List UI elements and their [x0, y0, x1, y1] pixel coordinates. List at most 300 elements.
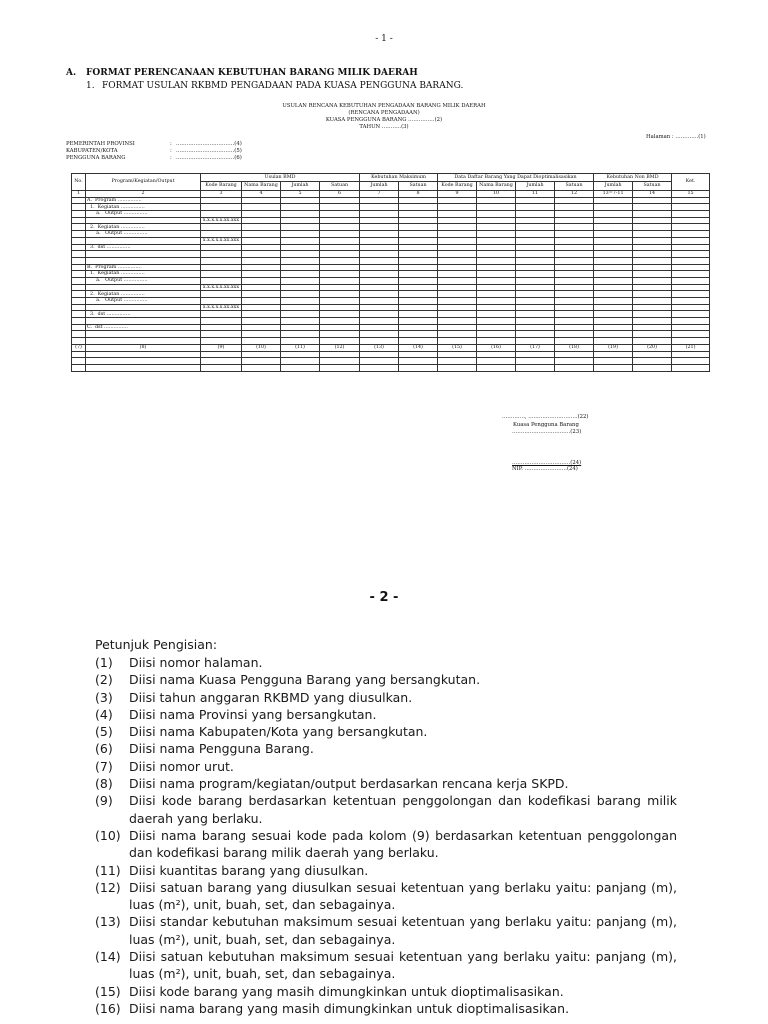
- table-cell: [399, 338, 438, 345]
- table-cell: [438, 351, 477, 358]
- table-cell: [594, 224, 633, 231]
- kode-barang-cell: x.x.x.x.x.xx.xxx: [201, 284, 242, 291]
- column-number-cell: 1: [72, 191, 86, 198]
- reference-number-cell: (13): [360, 344, 399, 351]
- table-cell: [438, 311, 477, 318]
- table-cell: [672, 204, 710, 211]
- table-cell: [516, 204, 555, 211]
- program-cell: 1. Kegiatan ……………: [86, 204, 201, 211]
- col-subheader: Jumlah: [594, 182, 633, 191]
- kode-barang-cell: [201, 298, 242, 305]
- table-cell: [281, 231, 320, 238]
- table-cell: [399, 197, 438, 204]
- table-cell: [633, 304, 672, 311]
- table-cell: [477, 331, 516, 338]
- table-cell: [399, 358, 438, 365]
- table-cell: [516, 277, 555, 284]
- kode-barang-cell: x.x.x.x.x.xx.xxx: [201, 304, 242, 311]
- table-cell: [72, 244, 86, 251]
- document-subtitle: (RENCANA PENGADAAN): [348, 110, 420, 116]
- table-cell: [242, 277, 281, 284]
- table-cell: [72, 318, 86, 325]
- table-cell: [516, 318, 555, 325]
- table-cell: [477, 224, 516, 231]
- instruction-item: [95, 758, 677, 775]
- program-cell: C. dst ……………: [86, 324, 201, 331]
- table-cell: [72, 291, 86, 298]
- table-cell: [72, 231, 86, 238]
- table-cell: [72, 251, 86, 258]
- table-row: [72, 237, 710, 244]
- table-row: [72, 304, 710, 311]
- table-cell: [281, 311, 320, 318]
- table-cell: [281, 197, 320, 204]
- kode-barang-cell: x.x.x.x.x.xx.xxx: [201, 237, 242, 244]
- instruction-number: (9): [95, 793, 113, 809]
- instruction-text: Diisi standar kebutuhan maksimum sesuai ketentuan yang berlaku yaitu: panjang (m), luas (m²), unit, buah, set, dan sebagainya.: [129, 914, 677, 947]
- table-cell: [477, 264, 516, 271]
- table-cell: [555, 237, 594, 244]
- table-cell: [516, 211, 555, 218]
- table-cell: [320, 351, 360, 358]
- table-cell: [477, 358, 516, 365]
- table-cell: [399, 331, 438, 338]
- table-cell: [320, 298, 360, 305]
- instruction-text: Diisi nama program/kegiatan/output berdasarkan rencana kerja SKPD.: [129, 776, 569, 792]
- table-row: [72, 298, 710, 305]
- table-cell: [360, 271, 399, 278]
- table-cell: [281, 217, 320, 224]
- table-cell: [672, 284, 710, 291]
- table-cell: [516, 351, 555, 358]
- table-cell: [594, 271, 633, 278]
- table-cell: [672, 211, 710, 218]
- instruction-item: [95, 1000, 677, 1017]
- table-cell: [594, 217, 633, 224]
- table-cell: [281, 271, 320, 278]
- section-heading: [66, 68, 418, 78]
- instruction-item: [95, 689, 677, 706]
- table-cell: [672, 237, 710, 244]
- instruction-item: [95, 879, 677, 914]
- table-cell: [320, 324, 360, 331]
- column-number-cell: 5: [281, 191, 320, 198]
- table-cell: [360, 291, 399, 298]
- table-cell: [320, 338, 360, 345]
- kode-barang-cell: [201, 271, 242, 278]
- table-cell: [320, 304, 360, 311]
- table-cell: [360, 284, 399, 291]
- table-group-header-row: [72, 174, 710, 182]
- table-cell: [320, 264, 360, 271]
- table-cell: [516, 264, 555, 271]
- table-cell: [633, 251, 672, 258]
- instruction-text: Diisi satuan barang yang diusulkan sesuai ketentuan yang berlaku yaitu: panjang (m), luas (m²), unit, buah, set, dan sebagainya.: [129, 879, 677, 913]
- table-cell: [555, 311, 594, 318]
- reference-number-cell: (20): [633, 344, 672, 351]
- table-cell: [320, 257, 360, 264]
- table-row: [72, 331, 710, 338]
- column-number-cell: 6: [320, 191, 360, 198]
- table-cell: [477, 324, 516, 331]
- table-cell: [399, 311, 438, 318]
- instruction-text: Diisi satuan kebutuhan maksimum sesuai ketentuan yang berlaku yaitu: panjang (m), luas (m²), unit, buah, set, dan sebagainya.: [129, 949, 677, 982]
- table-cell: [633, 298, 672, 305]
- table-cell: [555, 291, 594, 298]
- table-cell: [594, 284, 633, 291]
- header-field-province: PEMERINTAH PROVINSI : ……………………………(4): [66, 141, 242, 147]
- table-cell: [201, 358, 242, 365]
- col-header-usulan: Usulan BMD: [201, 174, 360, 182]
- table-cell: [672, 311, 710, 318]
- table-cell: [633, 204, 672, 211]
- kode-barang-cell: [201, 338, 242, 345]
- table-cell: [399, 204, 438, 211]
- table-cell: [86, 358, 201, 365]
- col-header-program: Program/Kegiatan/Output: [86, 174, 201, 191]
- table-cell: [320, 237, 360, 244]
- table-cell: [438, 277, 477, 284]
- signature-place-date: …………., ……………………….(22): [502, 414, 589, 420]
- table-cell: [477, 318, 516, 325]
- table-cell: [477, 304, 516, 311]
- table-cell: [555, 277, 594, 284]
- instruction-text: Diisi kuantitas barang yang diusulkan.: [129, 862, 369, 878]
- table-cell: [360, 211, 399, 218]
- table-cell: [242, 304, 281, 311]
- col-subheader: Satuan: [555, 182, 594, 191]
- instruction-item: [95, 706, 677, 723]
- instruction-text: Diisi nama Provinsi yang bersangkutan.: [129, 706, 377, 722]
- table-row: [72, 264, 710, 271]
- table-cell: [281, 291, 320, 298]
- instruction-item: [95, 671, 677, 688]
- table-cell: [438, 251, 477, 258]
- program-cell: 2. Kegiatan ……………: [86, 224, 201, 231]
- table-cell: [399, 237, 438, 244]
- page-number: - 1 -: [375, 34, 393, 44]
- table-cell: [438, 291, 477, 298]
- table-cell: [594, 257, 633, 264]
- instruction-item: [95, 913, 677, 948]
- table-cell: [360, 298, 399, 305]
- instruction-text: Diisi tahun anggaran RKBMD yang diusulkan.: [129, 689, 413, 705]
- reference-number-cell: (11): [281, 344, 320, 351]
- column-number-cell: 13=7-11: [594, 191, 633, 198]
- instruction-number: (4): [95, 706, 113, 722]
- table-cell: [242, 324, 281, 331]
- table-cell: [633, 211, 672, 218]
- instruction-number: (12): [95, 879, 121, 895]
- table-cell: [320, 217, 360, 224]
- section-title: FORMAT PERENCANAAN KEBUTUHAN BARANG MILIK DAERAH: [86, 68, 418, 78]
- table-cell: [399, 251, 438, 258]
- instruction-number: (16): [95, 1000, 121, 1016]
- table-cell: [594, 204, 633, 211]
- table-cell: [594, 291, 633, 298]
- table-cell: [555, 304, 594, 311]
- kode-barang-cell: [201, 231, 242, 238]
- table-cell: [555, 257, 594, 264]
- instruction-text: Diisi nama Pengguna Barang.: [129, 741, 314, 757]
- table-cell: [555, 204, 594, 211]
- table-cell: [672, 358, 710, 365]
- table-cell: [281, 204, 320, 211]
- page-2: [0, 580, 768, 1024]
- table-cell: [555, 231, 594, 238]
- table-cell: [399, 264, 438, 271]
- table-cell: [242, 237, 281, 244]
- table-cell: [555, 331, 594, 338]
- program-cell: [86, 331, 201, 338]
- instructions-list: [95, 654, 677, 1017]
- table-cell: [360, 197, 399, 204]
- table-cell: [281, 284, 320, 291]
- table-cell: [633, 331, 672, 338]
- instruction-item: [95, 948, 677, 983]
- table-cell: [320, 318, 360, 325]
- table-cell: [360, 251, 399, 258]
- table-cell: [360, 324, 399, 331]
- table-cell: [360, 364, 399, 371]
- table-cell: [555, 211, 594, 218]
- reference-number-cell: (7): [72, 344, 86, 351]
- table-cell: [633, 351, 672, 358]
- table-cell: [281, 298, 320, 305]
- table-cell: [672, 251, 710, 258]
- table-cell: [672, 224, 710, 231]
- table-row: [72, 224, 710, 231]
- table-cell: [399, 291, 438, 298]
- table-cell: [672, 264, 710, 271]
- table-cell: [360, 351, 399, 358]
- table-cell: [360, 217, 399, 224]
- table-row: [72, 324, 710, 331]
- table-cell: [86, 351, 201, 358]
- program-cell: [86, 338, 201, 345]
- table-cell: [360, 231, 399, 238]
- subsection-number: 1.: [86, 81, 95, 91]
- table-row: [72, 197, 710, 204]
- table-cell: [672, 324, 710, 331]
- table-cell: [399, 257, 438, 264]
- col-header-kebutuhan: Kebutuhan Maksimum: [360, 174, 438, 182]
- table-cell: [594, 237, 633, 244]
- table-cell: [477, 251, 516, 258]
- table-cell: [438, 271, 477, 278]
- table-cell: [281, 277, 320, 284]
- table-cell: [672, 338, 710, 345]
- table-cell: [672, 244, 710, 251]
- table-cell: [477, 351, 516, 358]
- table-cell: [633, 338, 672, 345]
- kode-barang-cell: [201, 291, 242, 298]
- subsection-heading: [86, 81, 463, 91]
- table-cell: [555, 244, 594, 251]
- table-cell: [477, 364, 516, 371]
- table-cell: [360, 318, 399, 325]
- instruction-item: [95, 827, 677, 862]
- table-cell: [360, 304, 399, 311]
- col-subheader: Satuan: [399, 182, 438, 191]
- table-cell: [242, 364, 281, 371]
- table-cell: [320, 211, 360, 218]
- table-cell: [477, 271, 516, 278]
- reference-number-cell: (19): [594, 344, 633, 351]
- table-cell: [516, 364, 555, 371]
- table-cell: [320, 331, 360, 338]
- table-cell: [72, 257, 86, 264]
- kode-barang-cell: [201, 311, 242, 318]
- table-cell: [320, 291, 360, 298]
- table-row: [72, 291, 710, 298]
- kode-barang-cell: [201, 204, 242, 211]
- table-row: [72, 231, 710, 238]
- table-cell: [399, 217, 438, 224]
- reference-number-cell: (9): [201, 344, 242, 351]
- table-row: [72, 284, 710, 291]
- table-cell: [516, 217, 555, 224]
- table-cell: [438, 217, 477, 224]
- signature-role: Kuasa Pengguna Barang: [513, 422, 579, 428]
- table-cell: [633, 311, 672, 318]
- table-cell: [72, 351, 86, 358]
- table-cell: [72, 324, 86, 331]
- kode-barang-cell: [201, 197, 242, 204]
- table-cell: [281, 257, 320, 264]
- table-cell: [438, 231, 477, 238]
- column-number-cell: 7: [360, 191, 399, 198]
- table-cell: [201, 364, 242, 371]
- table-cell: [438, 237, 477, 244]
- table-cell: [594, 304, 633, 311]
- table-cell: [516, 237, 555, 244]
- program-cell: [86, 284, 201, 291]
- table-cell: [594, 358, 633, 365]
- column-number-cell: 9: [438, 191, 477, 198]
- table-cell: [320, 244, 360, 251]
- kode-barang-cell: [201, 318, 242, 325]
- table-cell: [438, 358, 477, 365]
- rkbmd-form-table: [71, 173, 710, 372]
- table-cell: [72, 237, 86, 244]
- reference-number-cell: (21): [672, 344, 710, 351]
- table-cell: [672, 217, 710, 224]
- table-cell: [242, 244, 281, 251]
- program-cell: [86, 257, 201, 264]
- program-cell: A. Program ……………: [86, 197, 201, 204]
- table-cell: [672, 271, 710, 278]
- table-cell: [594, 351, 633, 358]
- document-kpb-line: KUASA PENGGUNA BARANG ……………(2): [325, 117, 443, 123]
- instruction-number: (1): [95, 655, 113, 670]
- table-cell: [360, 311, 399, 318]
- table-cell: [438, 324, 477, 331]
- table-cell: [242, 251, 281, 258]
- instruction-number: (5): [95, 724, 113, 740]
- header-field-pengguna: PENGGUNA BARANG : ……………………………(6): [66, 155, 242, 161]
- table-cell: [672, 364, 710, 371]
- table-cell: [72, 284, 86, 291]
- table-cell: [633, 364, 672, 371]
- col-subheader: Jumlah: [281, 182, 320, 191]
- table-cell: [438, 211, 477, 218]
- table-cell: [594, 231, 633, 238]
- program-cell: B. Program ……………: [86, 264, 201, 271]
- table-cell: [72, 211, 86, 218]
- reference-number-cell: (14): [399, 344, 438, 351]
- table-cell: [516, 271, 555, 278]
- table-cell: [594, 331, 633, 338]
- table-cell: [242, 331, 281, 338]
- table-cell: [360, 204, 399, 211]
- program-cell: 2. Kegiatan ……………: [86, 291, 201, 298]
- program-cell: [86, 237, 201, 244]
- table-cell: [438, 304, 477, 311]
- kode-barang-cell: [201, 324, 242, 331]
- subsection-title: FORMAT USULAN RKBMD PENGADAAN PADA KUASA PENGGUNA BARANG.: [102, 81, 464, 91]
- table-cell: [320, 197, 360, 204]
- table-cell: [633, 358, 672, 365]
- table-cell: [516, 358, 555, 365]
- table-cell: [555, 351, 594, 358]
- table-cell: [477, 298, 516, 305]
- table-cell: [281, 338, 320, 345]
- instruction-item: [95, 862, 677, 879]
- kode-barang-cell: [201, 251, 242, 258]
- instruction-number: (2): [95, 672, 113, 688]
- table-row: [72, 217, 710, 224]
- table-cell: [242, 298, 281, 305]
- table-row: [72, 351, 710, 358]
- table-cell: [242, 231, 281, 238]
- table-cell: [281, 264, 320, 271]
- table-cell: [72, 358, 86, 365]
- table-row: [72, 338, 710, 345]
- table-cell: [633, 318, 672, 325]
- table-cell: [320, 204, 360, 211]
- table-cell: [399, 324, 438, 331]
- reference-number-cell: (17): [516, 344, 555, 351]
- table-cell: [438, 224, 477, 231]
- table-cell: [72, 298, 86, 305]
- reference-number-cell: (10): [242, 344, 281, 351]
- table-cell: [477, 237, 516, 244]
- table-cell: [672, 277, 710, 284]
- table-cell: [72, 264, 86, 271]
- instruction-number: (13): [95, 914, 121, 930]
- table-row: [72, 277, 710, 284]
- program-cell: [86, 251, 201, 258]
- column-number-cell: 12: [555, 191, 594, 198]
- col-subheader: Nama Barang: [477, 182, 516, 191]
- instruction-item: [95, 775, 677, 792]
- table-cell: [633, 291, 672, 298]
- table-cell: [594, 311, 633, 318]
- table-cell: [594, 211, 633, 218]
- instruction-text: Diisi kode barang berdasarkan ketentuan penggolongan dan kodefikasi barang milik daerah yang berlaku.: [129, 793, 677, 826]
- column-number-cell: 8: [399, 191, 438, 198]
- table-cell: [477, 231, 516, 238]
- instruction-text: Diisi nama barang yang masih dimungkinkan untuk dioptimalisasikan.: [129, 1000, 570, 1016]
- table-cell: [72, 304, 86, 311]
- table-cell: [633, 284, 672, 291]
- table-cell: [281, 251, 320, 258]
- table-cell: [477, 197, 516, 204]
- table-cell: [594, 277, 633, 284]
- table-cell: [86, 364, 201, 371]
- table-cell: [438, 364, 477, 371]
